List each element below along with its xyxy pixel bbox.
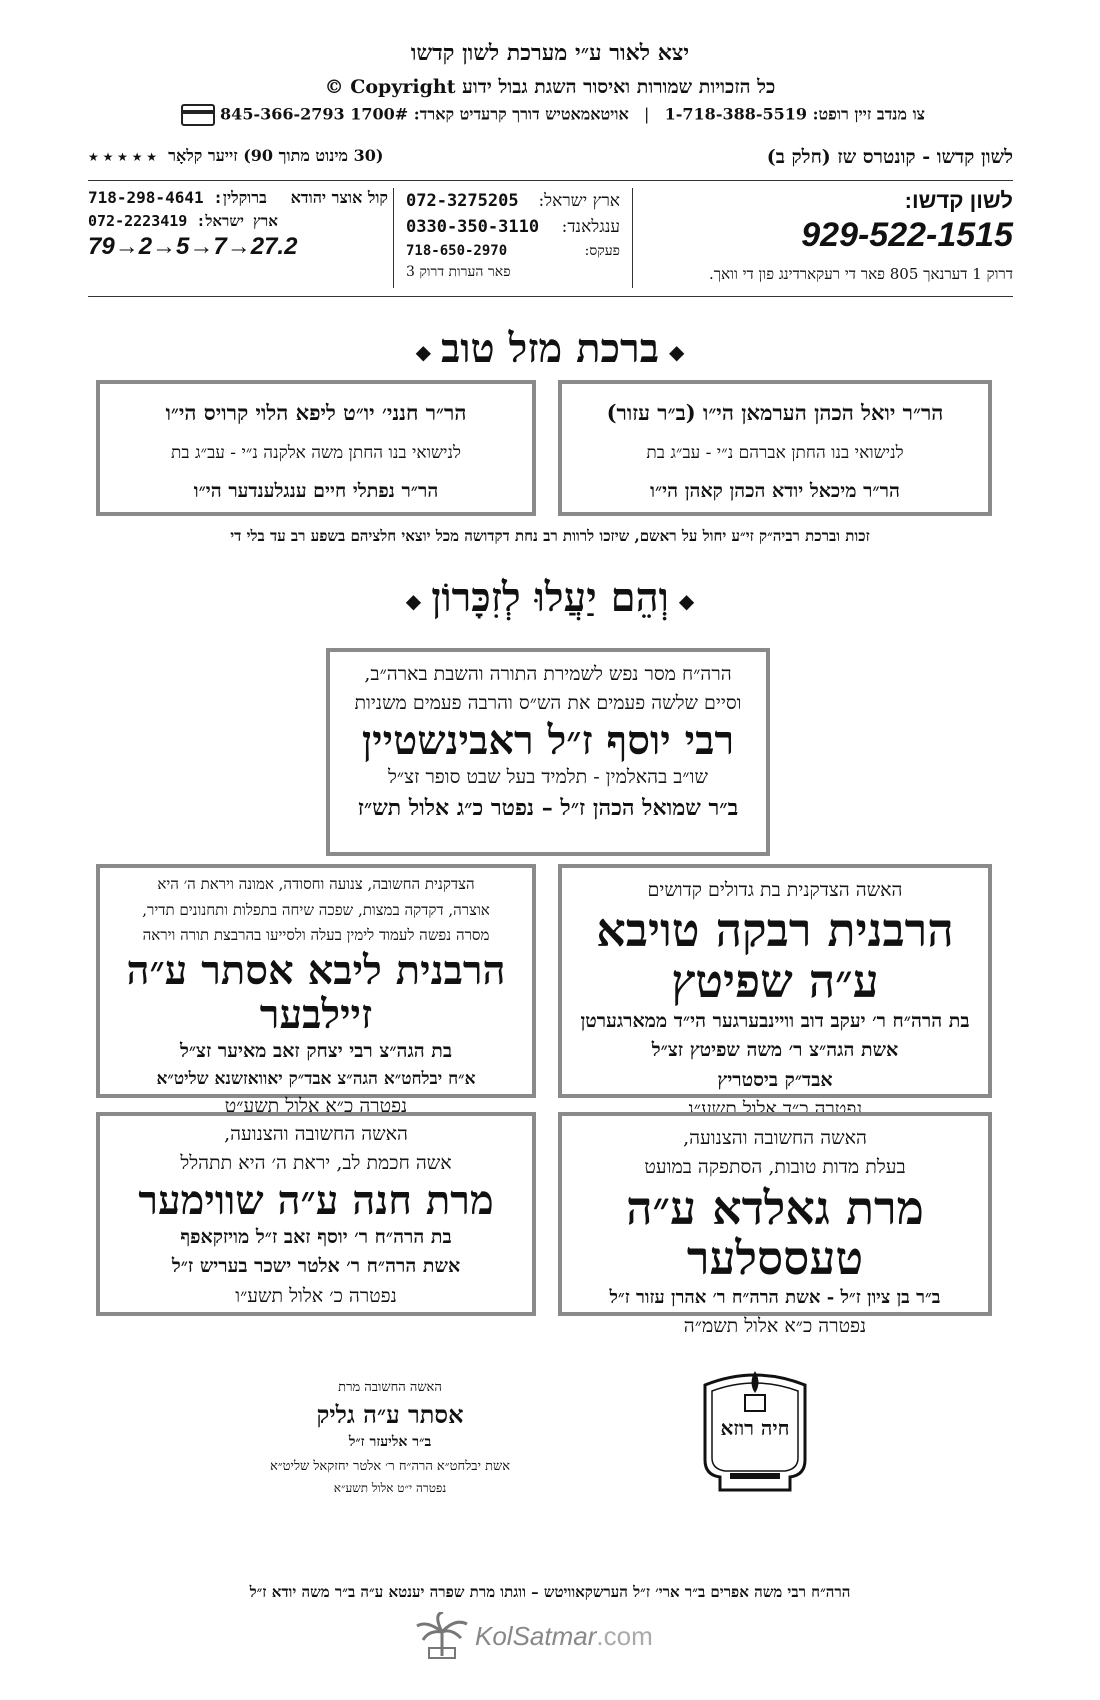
press-instructions: דרוק 1 דערנאך 805 פאר די רעקארדינג פון די וואך. — [709, 265, 1013, 283]
center-l3: שו״ב בהאלמין - תלמיד בעל שבט סופר זצ״ל — [388, 765, 708, 788]
mazal-tov-title — [0, 325, 1100, 372]
l2-l5: נפטרה כ׳ אלול תשע״ו — [235, 1284, 397, 1307]
blessing-line: זכות וברכת רביה״ק זי״ע יחול על ראשם, שיזכו לרוות רב נחת דקדושה מכל יוצאי חלציהם בשפע רב עד בלי די — [230, 527, 870, 545]
mazal-left-l1: הר״ר חנני׳ יו״ט ליפא הלוי קרויס הי״ו — [165, 400, 467, 425]
r2-l4: נפטרה כ״א אלול תשמ״ה — [683, 1314, 867, 1337]
r2-l3: ב״ר בן ציון ז״ל - אשת הרה״ח ר׳ אהרן עזור ז״ל — [609, 1287, 941, 1309]
mazal-right-l2: לנישואי בנו החתן אברהם נ״י - עב״ג בת — [646, 443, 904, 463]
memorial-r1-box — [558, 864, 992, 1120]
memorial-l1-box — [96, 864, 536, 1118]
memorial-r2-box — [558, 1112, 992, 1337]
credit-card-icon — [181, 104, 215, 126]
israel-label: ארץ ישראל: — [538, 191, 620, 211]
donation-line: צו מנדב זיין רופט: 1-718-388-5519 | אויטאמאטיש דורך קרעדיט קארד: 1700# 845-366-2793 — [0, 104, 1100, 126]
contact-mid — [393, 188, 633, 288]
small-l4: נפטרה י״ט אלול תשע״א — [333, 1480, 447, 1495]
r1-name: הרבנית רבקה טויבא ע״ה שפיטץ — [596, 903, 954, 1009]
l1-l6: נפטרה כ״א אלול תשע״ט — [224, 1095, 408, 1118]
notes-line: פאר הערות דרוק 3 — [406, 264, 511, 280]
fax-number: 718-650-2970 — [406, 243, 508, 259]
l1-l2: אוצרה, דקדקה במצות, שפכה שיחה בתפלות ותחנונים תדיר, — [142, 900, 490, 919]
small-l3: אשת יבלחט״א הרה״ח ר׳ אלטר יחזקאל שליט״א — [269, 1459, 511, 1475]
bullet-icon: ◆ — [415, 340, 432, 364]
memorial-title-text: וְהֵם יַעֲלוּ לְזִכָּרוֹן — [431, 574, 669, 621]
rating-stars-icon: ★ ★ ★ ★ ★ — [88, 150, 158, 164]
r1-l3: אשת הגה״צ ר׳ משה שפיטץ זצ״ל — [651, 1039, 899, 1062]
series-title: לשון קדשו - קונטרס שז (חלק ב) — [766, 146, 1013, 168]
mazal-right-l1: הר״ר יואל הכהן הערמאן הי״ו (ב״ר עזור) — [606, 400, 944, 425]
mazal-box-left — [96, 380, 536, 516]
fax-label: פעקס: — [584, 243, 620, 259]
l2-l1: האשה החשובה והצנועה, — [224, 1123, 408, 1145]
small-l1: האשה החשובה מרת — [338, 1380, 442, 1395]
israel-kol-line[interactable]: ארץ ישראל: 072-2223419 — [88, 212, 278, 230]
l1-l4: בת הגה״צ רבי יצחק זאב מאיער זצ״ל — [179, 1039, 453, 1062]
reading-time — [88, 146, 383, 166]
contact-left — [88, 188, 388, 288]
series-row — [88, 146, 1013, 172]
l1-l1: הצדקנית החשובה, צנועה וחסודה, אמונה ויראת ה׳ היא — [157, 875, 475, 893]
l2-l3: בת הרה״ח ר׳ יוסף זאב ז״ל מויזקאפף — [180, 1225, 452, 1248]
rights-line: כל הזכויות שמורות ואיסור השגת גבול ידוע Copyright © — [324, 76, 776, 98]
l1-l5: א״ח יבלחט״א הגה״צ אבד״ק יאוואזשנא שליט״א — [156, 1068, 476, 1089]
memorial-title — [0, 574, 1100, 621]
mazal-box-right — [558, 380, 992, 516]
bullet-icon: ◆ — [678, 589, 695, 613]
mazal-left-l2: לנישואי בנו החתן משה אלקנה נ״י - עב״ג בת — [171, 443, 461, 463]
small-l2: ב״ר אליעזר ז״ל — [348, 1433, 432, 1450]
memorial-small — [230, 1378, 550, 1498]
england-label: ענגלאנד: — [561, 217, 620, 237]
kol-otzar-title: קול אוצר יהודא — [290, 188, 388, 207]
candle-name: חיה רוזא — [720, 1416, 790, 1440]
contact-block — [88, 188, 1013, 293]
publisher-line: יצא לאור ע״י מערכת לשון קדשו — [410, 40, 690, 66]
l2-l4: אשת הרה״ח ר׳ אלטר ישכר בעריש ז״ל — [171, 1255, 461, 1278]
keypad-sequence: 79→2→5→7→27.2 — [88, 233, 298, 260]
bullet-icon: ◆ — [405, 589, 422, 613]
bullet-icon: ◆ — [668, 340, 685, 364]
divider — [88, 180, 1013, 181]
england-number[interactable]: 0330-350-3110 — [406, 217, 540, 237]
memorial-center-box — [326, 648, 770, 856]
center-l1: הרה״ח מסר נפש לשמירת התורה והשבת בארה״ב, — [364, 663, 732, 685]
contact-right — [643, 188, 1013, 288]
brand-name: KolSatmar — [475, 1620, 597, 1651]
brand-domain: .com — [596, 1620, 653, 1651]
brooklyn-line[interactable]: ברוקלין: 718-298-4641 — [88, 188, 267, 207]
memorial-l2-box — [96, 1112, 536, 1316]
reading-time-text: (30 מינוט מתוך 90) זייער קלאָר — [168, 146, 384, 165]
footer-logo[interactable] — [415, 1612, 653, 1660]
r2-l2: בעלת מדות טובות, הסתפקה במועט — [644, 1156, 906, 1179]
bottom-dedication: הרה״ח רבי משה אפרים ב״ר ארי׳ ז״ל הערשקאוויטש – ווגתו מרת שפרה יענטא ע״ה ב״ר משה יודא ז״ל — [249, 1583, 851, 1601]
israel-number[interactable]: 072-3275205 — [406, 191, 519, 211]
l2-name: מרת חנה ע״ה שווימער — [138, 1176, 494, 1224]
l2-l2: אשה חכמת לב, יראת ה׳ היא תתהלל — [180, 1152, 452, 1175]
candle-frame-icon — [690, 1365, 820, 1495]
center-l4: ב״ר שמואל הכהן ז״ל – נפטר כ״ג אלול תש״ז — [357, 795, 739, 822]
r1-l4: אבד״ק ביסטריץ — [717, 1068, 833, 1091]
mazal-left-l3: הר״ר נפתלי חיים ענגלענדער הי״ו — [193, 480, 439, 502]
palm-tree-icon — [415, 1612, 469, 1660]
r2-l1: האשה החשובה והצנועה, — [683, 1127, 867, 1149]
main-phone[interactable]: 929-522-1515 — [801, 216, 1013, 254]
r1-l5: נפטרה כ״ד אלול תשע״ג — [687, 1097, 863, 1120]
auto-credit-line: אויטאמאטיש דורך קרעדיט קארד: 1700# 845-366-2793 — [220, 104, 629, 124]
r2-name: מרת גאלדא ע״ה טעססלער — [626, 1180, 924, 1286]
r1-l1: האשה הצדקנית בת גדולים קדושים — [647, 879, 903, 901]
divider — [88, 296, 1013, 297]
center-name: רבי יוסף ז״ל ראבינשטיין — [361, 716, 735, 764]
r1-l2: בת הרה״ח ר׳ יעקב דוב וויינבערגער הי״ד ממארגערטן — [580, 1009, 970, 1032]
l1-l3: מסרה נפשה לעמוד לימין בעלה ולסייעו בהרבצת תורה ויראה — [142, 926, 490, 944]
mazal-right-l3: הר״ר מיכאל יודא הכהן קאהן הי״ו — [650, 480, 900, 502]
donate-phone: צו מנדב זיין רופט: 1-718-388-5519 — [664, 104, 926, 124]
mazal-title-text: ברכת מזל טוב — [441, 325, 659, 372]
center-l2: וסיים שלשה פעמים את הש״ס והרבה פעמים משניות — [354, 692, 742, 715]
l1-name: הרבנית ליבא אסתר ע״ה זיילבער — [126, 946, 506, 1038]
contact-title: לשון קדשו: — [904, 188, 1013, 213]
small-name: אסתר ע״ה גליק — [316, 1399, 464, 1429]
